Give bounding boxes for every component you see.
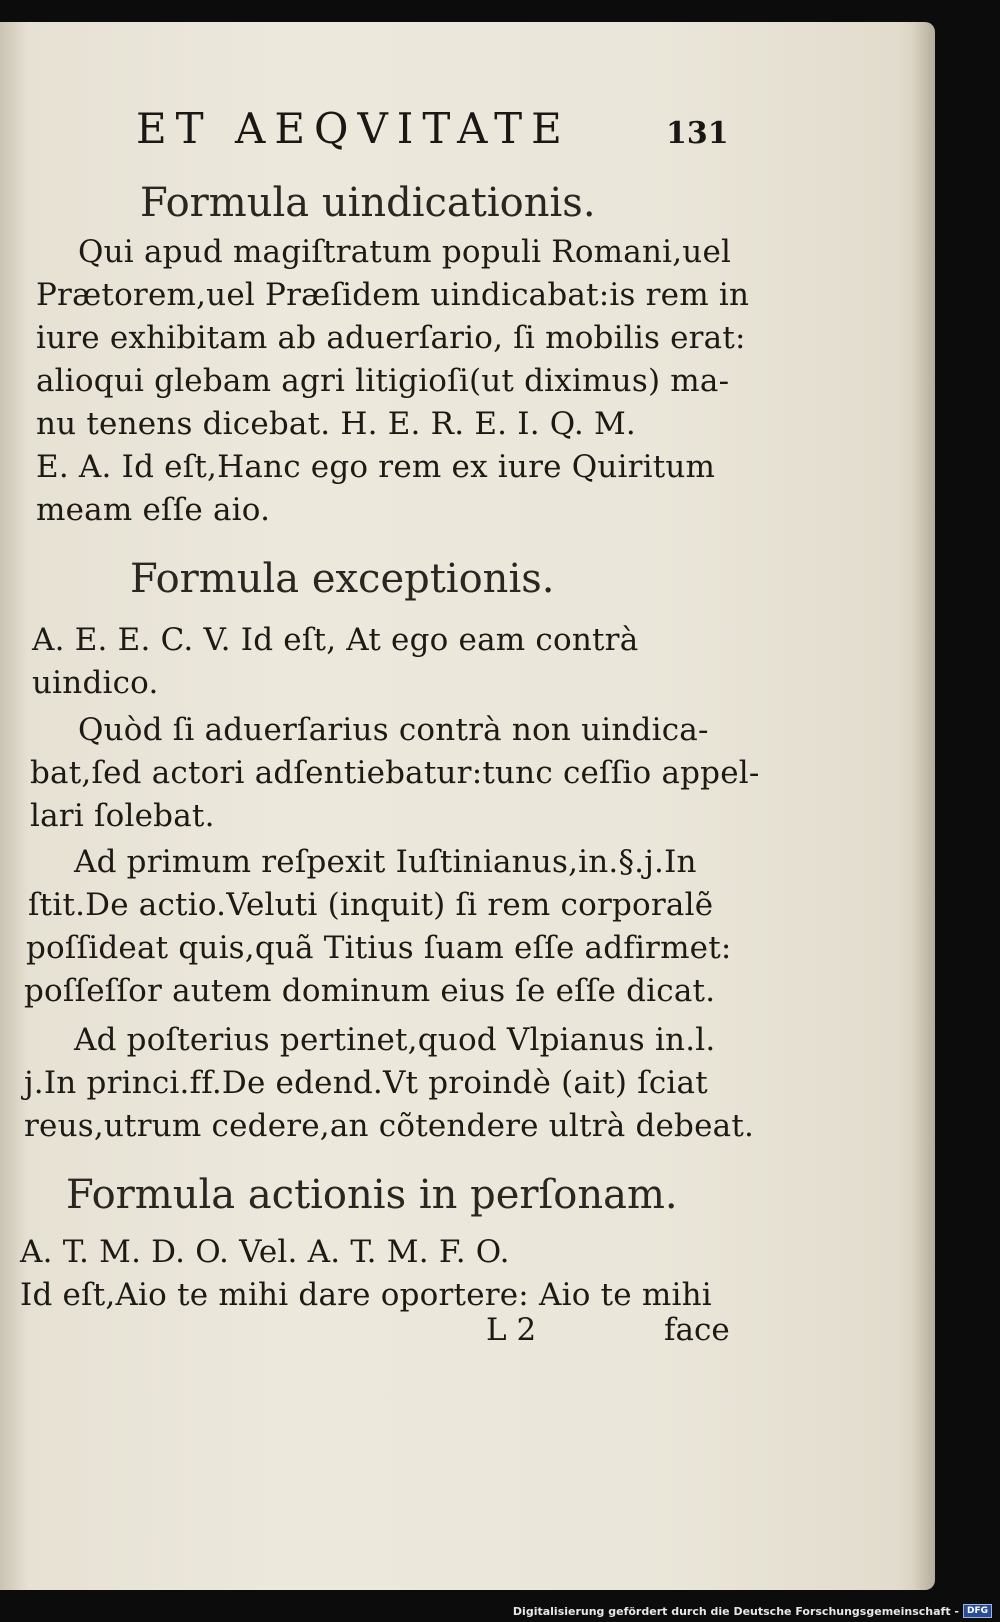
- catchword: face: [664, 1312, 730, 1348]
- text-line: Ad poſterius pertinet,quod Vlpianus in.l.: [74, 1022, 716, 1058]
- text-line: Prætorem,uel Præſidem uindicabat:is rem in: [36, 277, 750, 313]
- text-line: uindico.: [32, 665, 159, 701]
- scan-credit: [513, 1603, 992, 1619]
- text-line: A. T. M. D. O. Vel. A. T. M. F. O.: [20, 1234, 510, 1270]
- text-line: Qui apud magiſtratum populi Romani,uel: [78, 234, 732, 270]
- dfg-logo: DFG: [963, 1604, 992, 1618]
- text-line: E. A. Id eſt,Hanc ego rem ex iure Quiritum: [36, 449, 716, 485]
- text-line: meam eſſe aio.: [36, 492, 271, 528]
- text-line: j.In princi.ff.De edend.Vt proindè (ait) ſciat: [24, 1065, 708, 1101]
- text-line: bat,ſed actori adſentiebatur:tunc ceſſio appel-: [30, 755, 760, 791]
- text-line: iure exhibitam ab aduerſario, ſi mobilis erat:: [36, 320, 746, 356]
- text-line: Id eſt,Aio te mihi dare oportere: Aio te mihi: [20, 1277, 712, 1313]
- running-head: ET AEQVITATE: [136, 104, 571, 153]
- text-line: nu tenens dicebat. H. E. R. E. I. Q. M.: [36, 406, 636, 442]
- text-line: alioqui glebam agri litigioſi(ut diximus) ma-: [36, 363, 730, 399]
- text-line: A. E. E. C. V. Id eſt, At ego eam contrà: [32, 622, 639, 658]
- page-number: 131: [666, 116, 729, 151]
- text-line: poſſideat quis,quã Titius ſuam eſſe adfirmet:: [26, 930, 732, 966]
- text-line: Quòd ſi aduerſarius contrà non uindica-: [78, 712, 709, 748]
- scan-credit-text: Digitalisierung gefördert durch die Deutsche Forschungsgemeinschaft -: [512, 1604, 959, 1618]
- section-heading: Formula exceptionis.: [130, 556, 555, 602]
- section-heading: Formula actionis in perſonam.: [66, 1172, 678, 1218]
- text-line: reus,utrum cedere,an cõtendere ultrà debeat.: [24, 1108, 755, 1144]
- text-line: poſſeſſor autem dominum eius ſe eſſe dicat.: [24, 973, 716, 1009]
- text-line: ſtit.De actio.Veluti (inquit) ſi rem corporalẽ: [28, 887, 714, 923]
- signature-mark: L 2: [486, 1312, 537, 1348]
- text-line: Ad primum reſpexit Iuſtinianus,in.§.j.In: [74, 844, 697, 880]
- text-line: lari ſolebat.: [30, 798, 215, 834]
- book-page: [0, 22, 935, 1590]
- section-heading: Formula uindicationis.: [140, 180, 596, 226]
